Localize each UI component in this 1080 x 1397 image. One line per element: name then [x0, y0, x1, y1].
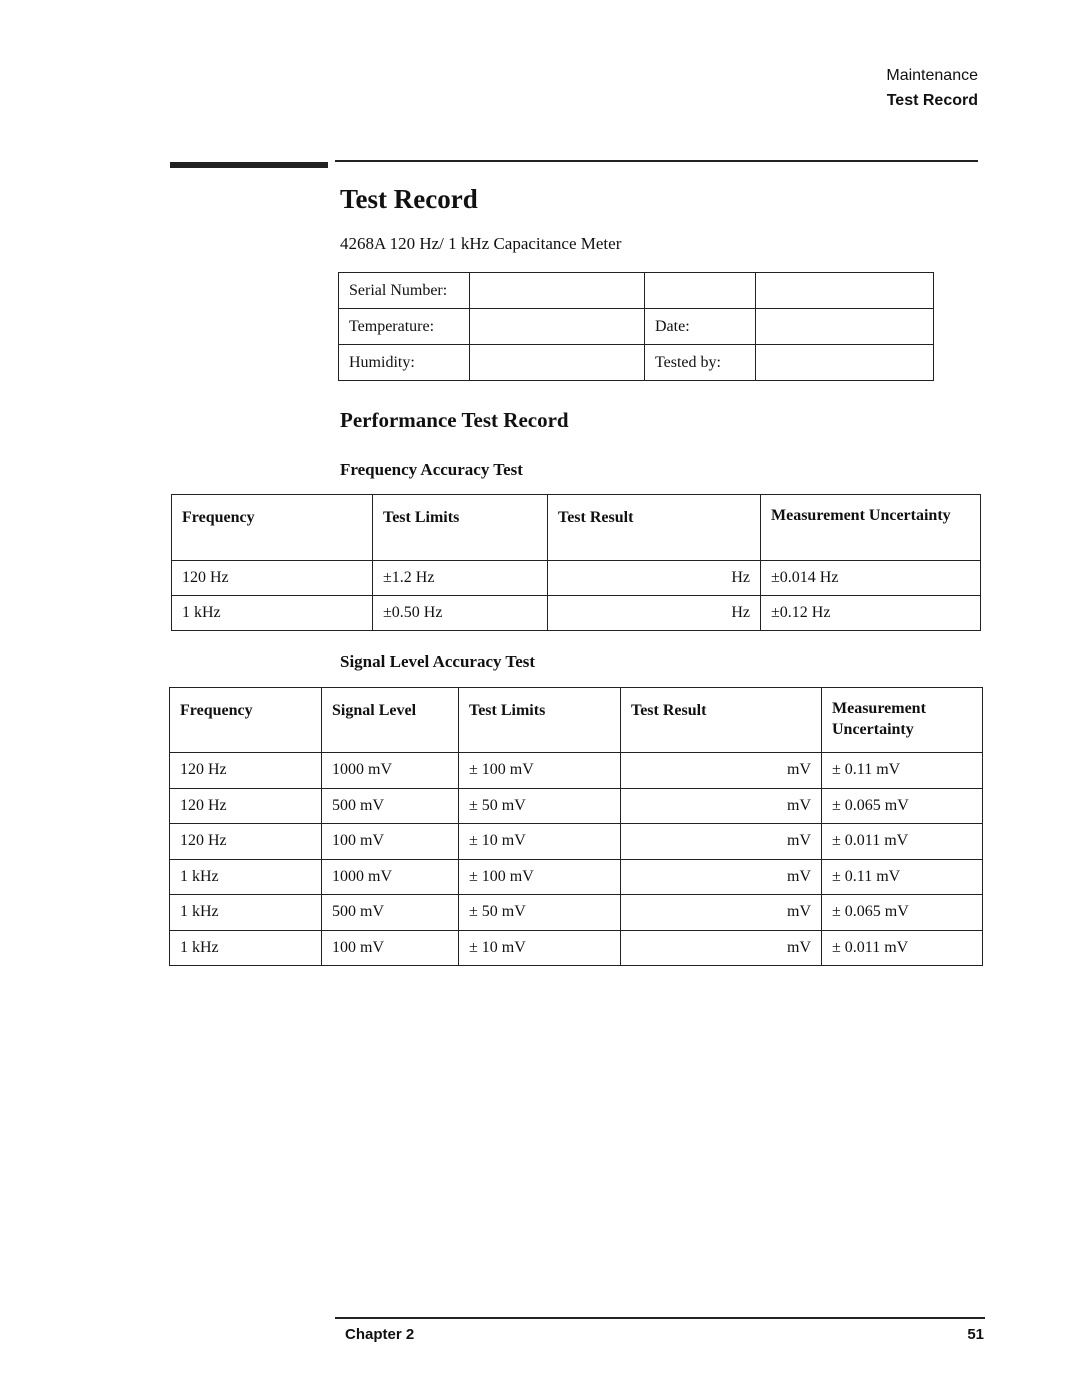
result-field[interactable]: Hz: [548, 561, 761, 596]
signal-level-cell: 100 mV: [322, 824, 459, 860]
uncertainty-cell: ± 0.11 mV: [822, 753, 983, 789]
uncertainty-cell: ±0.12 Hz: [761, 596, 981, 631]
result-field[interactable]: mV: [621, 895, 822, 931]
frequency-cell: 120 Hz: [170, 788, 322, 824]
header-subsection: Test Record: [886, 92, 978, 109]
performance-heading: Performance Test Record: [340, 408, 569, 432]
limits-cell: ± 100 mV: [459, 753, 621, 789]
signal-test-heading: Signal Level Accuracy Test: [340, 652, 536, 671]
page-title: Test Record: [340, 184, 478, 214]
frequency-cell: 120 Hz: [172, 561, 373, 596]
frequency-cell: 120 Hz: [170, 753, 322, 789]
footer-rule: [335, 1317, 985, 1319]
table-row: [172, 596, 981, 631]
limits-cell: ±1.2 Hz: [373, 561, 548, 596]
frequency-cell: 1 kHz: [172, 596, 373, 631]
frequency-cell: 1 kHz: [170, 930, 322, 966]
table-row: [170, 859, 983, 895]
uncertainty-cell: ± 0.065 mV: [822, 788, 983, 824]
column-header: Test Limits: [373, 495, 548, 561]
column-header: Frequency: [172, 495, 373, 561]
table-row: [170, 753, 983, 789]
table-row: [170, 930, 983, 966]
result-field[interactable]: Hz: [548, 596, 761, 631]
serial-field[interactable]: [470, 273, 645, 309]
date-label: Date:: [645, 309, 756, 345]
column-header: Measurement Uncertainty: [761, 495, 981, 561]
frequency-cell: 120 Hz: [170, 824, 322, 860]
limits-cell: ± 10 mV: [459, 930, 621, 966]
limits-cell: ±0.50 Hz: [373, 596, 548, 631]
frequency-cell: 1 kHz: [170, 895, 322, 931]
uncertainty-cell: ±0.014 Hz: [761, 561, 981, 596]
column-header: Frequency: [170, 688, 322, 753]
result-field[interactable]: mV: [621, 788, 822, 824]
humidity-label: Humidity:: [339, 345, 470, 381]
signal-level-cell: 1000 mV: [322, 859, 459, 895]
uncertainty-cell: ± 0.011 mV: [822, 930, 983, 966]
section-rule: [335, 160, 978, 162]
limits-cell: ± 10 mV: [459, 824, 621, 860]
limits-cell: ± 50 mV: [459, 895, 621, 931]
header-section: Maintenance: [886, 67, 978, 84]
limits-cell: ± 50 mV: [459, 788, 621, 824]
signal-level-cell: 500 mV: [322, 788, 459, 824]
page-subtitle: 4268A 120 Hz/ 1 kHz Capacitance Meter: [340, 234, 622, 253]
humidity-field[interactable]: [470, 345, 645, 381]
page-number: 51: [967, 1326, 984, 1343]
blank-cell: [756, 273, 934, 309]
serial-label: Serial Number:: [339, 273, 470, 309]
frequency-cell: 1 kHz: [170, 859, 322, 895]
section-bar: [170, 162, 328, 168]
result-field[interactable]: mV: [621, 930, 822, 966]
signal-level-cell: 100 mV: [322, 930, 459, 966]
table-row: [170, 824, 983, 860]
uncertainty-cell: ± 0.011 mV: [822, 824, 983, 860]
signal-level-cell: 500 mV: [322, 895, 459, 931]
signal-level-cell: 1000 mV: [322, 753, 459, 789]
column-header: Measurement Uncertainty: [822, 688, 983, 753]
temperature-field[interactable]: [470, 309, 645, 345]
table-row: [170, 895, 983, 931]
table-row: [170, 788, 983, 824]
column-header: Test Result: [548, 495, 761, 561]
column-header: Signal Level: [322, 688, 459, 753]
uncertainty-cell: ± 0.065 mV: [822, 895, 983, 931]
result-field[interactable]: mV: [621, 859, 822, 895]
frequency-accuracy-table: [171, 494, 981, 631]
column-header: Test Result: [621, 688, 822, 753]
limits-cell: ± 100 mV: [459, 859, 621, 895]
date-field[interactable]: [756, 309, 934, 345]
signal-level-table: [169, 687, 983, 966]
tested-by-field[interactable]: [756, 345, 934, 381]
blank-cell: [645, 273, 756, 309]
result-field[interactable]: mV: [621, 753, 822, 789]
table-row: [172, 561, 981, 596]
info-table: [338, 272, 934, 381]
tested-by-label: Tested by:: [645, 345, 756, 381]
result-field[interactable]: mV: [621, 824, 822, 860]
column-header: Test Limits: [459, 688, 621, 753]
uncertainty-cell: ± 0.11 mV: [822, 859, 983, 895]
temperature-label: Temperature:: [339, 309, 470, 345]
footer-chapter: Chapter 2: [345, 1326, 415, 1343]
freq-test-heading: Frequency Accuracy Test: [340, 460, 523, 479]
